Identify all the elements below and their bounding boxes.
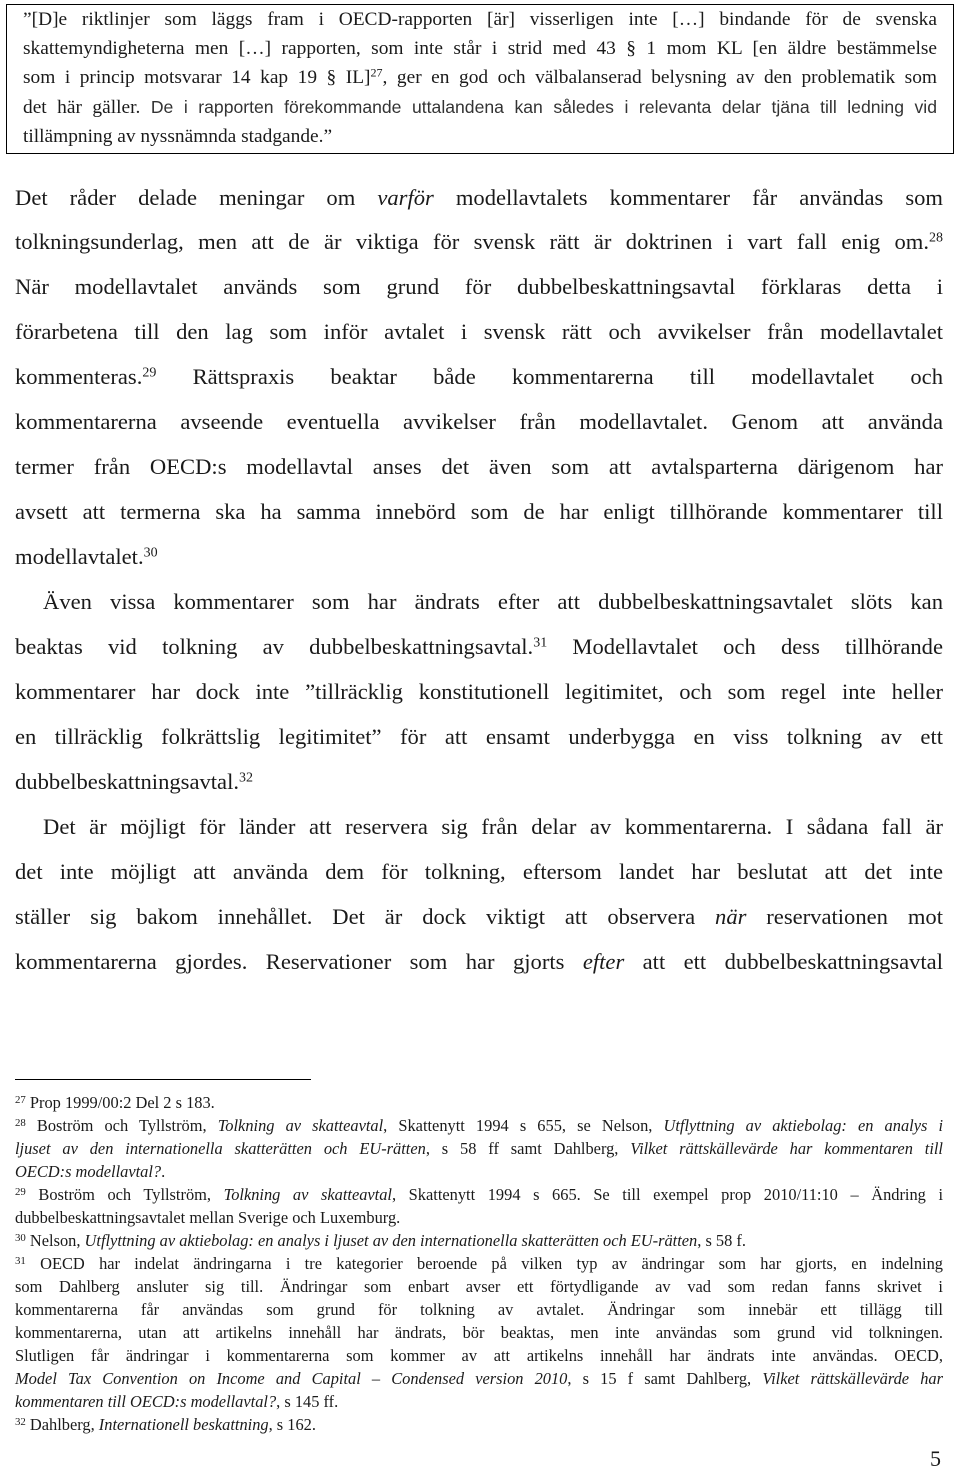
text-line: kommentarerna gjordes. Reservationer som har gjorts efter att ett dubbelbeskattningsavtal [15,949,943,974]
text-line: När modellavtalet används som grund för dubbelbeskattningsavtal förklaras detta i [15,274,943,299]
text-line: ställer sig bakom innehållet. Det är dock viktigt att observera när reservationen mot [15,904,943,929]
footnote-27: $^{27}$ Prop 1999/00:2 Del 2 s 183. [15,1093,215,1112]
footnote-29: $^{29}$ Boström och Tyllström, Tolkning av skatteavtal, Skattenytt 1994 s 665. Se till exempel prop 2010/11:10 – Ändring i [15,1185,943,1204]
footnote-32: $^{32}$ Dahlberg, Internationell beskattning, s 162. [15,1415,316,1434]
text-line: beaktas vid tolkning av dubbelbeskattningsavtal.$^{31}$ Modellavtalet och dess tillhörande [15,634,943,659]
footnote-31-cont: Slutligen får ändringar i kommentarerna som kommer av att artikelns innehåll har ändrats inte användas. OECD, [15,1346,943,1365]
footnote-31: $^{31}$ OECD har indelat ändringarna i tre kategorier beroende på vilken typ av ändringar som har gjorts, en indelning [15,1254,943,1273]
footnote-31-cont: kommentarerna får användas som grund för tolkning av avtalet. Ändringar som innebär ett tillägg till [15,1300,943,1319]
text-line: det inte möjligt att använda dem för tolkning, eftersom landet har beslutat att det inte [15,859,943,884]
footnote-31-cont: kommentarerna, utan att artikelns innehåll har ändrats, bör beaktas, men inte användas som grund vid tolkningen. [15,1323,943,1342]
quote-line: ”[D]e riktlinjer som läggs fram i OECD-rapporten [är] visserligen inte […] bindande för de svenska [23,9,937,30]
footnote-31-cont: som Dahlberg ansluter sig till. Ändringar som enbart avser ett förtydligande av vad som redan fanns skrivet i [15,1277,943,1296]
text-line: en tillräcklig folkrättslig legitimitet” för att ensamt underbygga en viss tolkning av ett [15,724,943,749]
text-line: förarbetena till den lag som inför avtalet i svensk rätt och avvikelser från modellavtalet [15,319,943,344]
text-line: kommentarer har dock inte ”tillräcklig konstitutionell legitimitet, och som regel inte heller [15,679,943,704]
footnote-30: $^{30}$ Nelson, Utflyttning av aktiebolag: en analys i ljuset av den internationella skatterätten och EU-rätten, s 58 f. [15,1231,746,1250]
text-line: Det är möjligt för länder att reservera sig från delar av kommentarerna. I sådana fall är [43,814,943,839]
block-quote-box [6,4,954,154]
footnote-28-cont: OECD:s modellavtal?. [15,1162,166,1181]
page-number: 5 [930,1446,941,1471]
footnote-separator [15,1079,311,1080]
text-line: avsett att termerna ska ha samma innebörd som de har enligt tillhörande kommentarer till [15,499,943,524]
text-line: termer från OECD:s modellavtal anses det även som att avtalsparterna därigenom har [15,454,943,479]
text-line: dubbelbeskattningsavtal.$^{32}$ [15,769,254,794]
text-line: kommentarerna avseende eventuella avvikelser från modellavtalet. Genom att använda [15,409,943,434]
text-line: modellavtalet.$^{30}$ [15,544,158,569]
footnote-28: $^{28}$ Boström och Tyllström, Tolkning av skatteavtal, Skattenytt 1994 s 655, se Nelson, Utflyttning av aktiebolag: en analys i [15,1116,944,1135]
footnote-29-cont: dubbelbeskattningsavtalet mellan Sverige och Luxemburg. [15,1208,401,1227]
text-line: kommenteras.$^{29}$ Rättspraxis beaktar både kommentarerna till modellavtalet och [15,364,943,389]
text-line: Det råder delade meningar om varför modellavtalets kommentarer får användas som [15,185,943,210]
quote-line: det här gäller. De i rapporten förekommande uttalandena kan således i relevanta delar tjäna till ledning vid [23,97,938,118]
quote-line: tillämpning av nyssnämnda stadgande.” [23,126,333,147]
footnote-31-cont: kommentaren till OECD:s modellavtal?, s 145 ff. [15,1392,339,1411]
quote-line: skattemyndigheterna men […] rapporten, som inte står i strid med 43 § 1 mom KL [en äldre bestämmelse [23,38,937,59]
quote-line: som i princip motsvarar 14 kap 19 § IL]$^{27}$, ger en god och välbalanserad belysning av den problematik som [23,65,937,88]
text-line: tolkningsunderlag, men att de är viktiga för svensk rätt är doktrinen i vart fall enig om.$^{28}$ [15,229,943,254]
text-line: Även vissa kommentarer som har ändrats efter att dubbelbeskattningsavtalet slöts kan [43,589,943,614]
footnote-31-cont: Model Tax Convention on Income and Capital – Condensed version 2010, s 15 f samt Dahlberg, Vilket rättskällevärde har [15,1369,943,1388]
footnote-28-cont: ljuset av den internationella skatterätten och EU-rätten, s 58 ff samt Dahlberg, Vilket rättskällevärde har kommentaren till [15,1139,943,1158]
